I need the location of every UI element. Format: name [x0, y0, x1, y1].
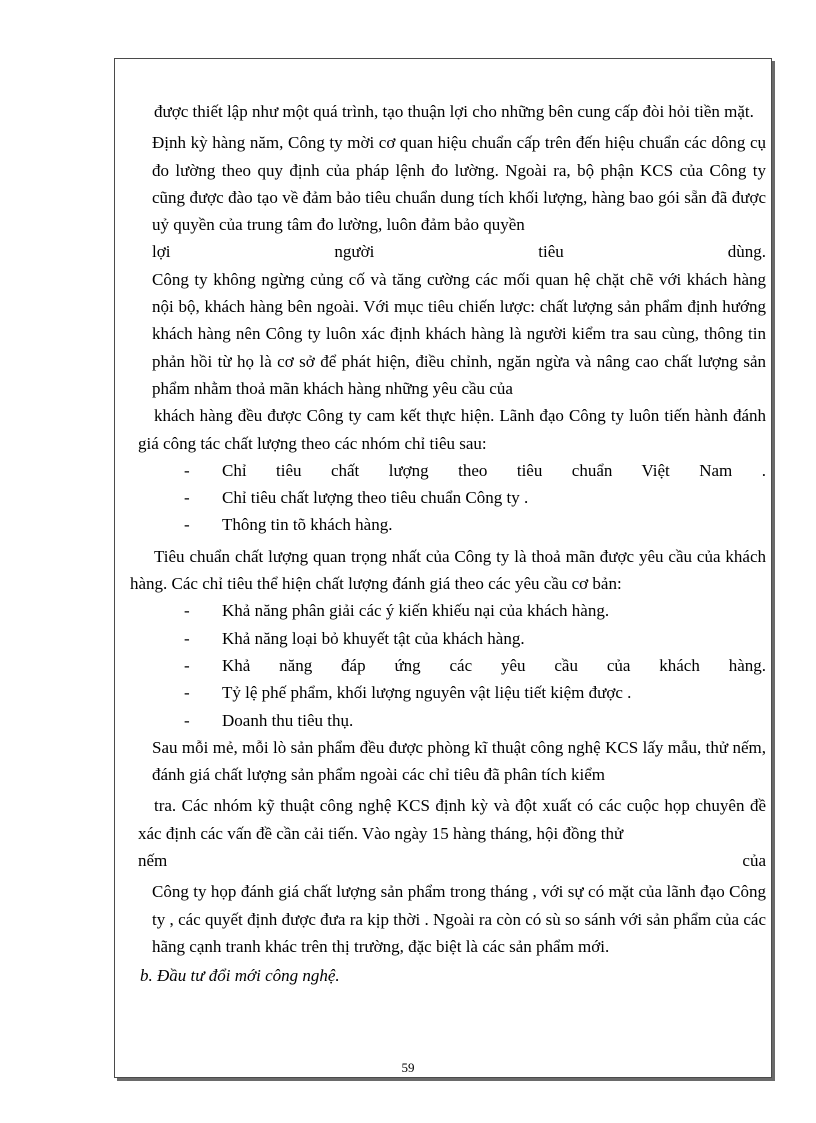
quality-criteria-list [154, 457, 766, 539]
document-body [130, 98, 766, 990]
list-item: - Khả năng đáp ứng các yêu cầu của khách hàng. [184, 655, 766, 675]
paragraph-4: Tiêu chuẩn chất lượng quan trọng nhất của Công ty là thoả mãn được yêu cầu của khách hàng. Các chỉ tiêu thể hiện chất lượng đánh giá theo các yêu cầu cơ bản: [130, 546, 766, 594]
basic-requirements-list [154, 597, 766, 733]
list-item: - Doanh thu tiêu thụ. [184, 710, 354, 730]
section-heading: b. Đầu tư đổi mới công nghệ. [140, 966, 340, 986]
list-item: - Thông tin tõ khách hàng. [184, 515, 393, 535]
paragraph-6: Công ty họp đánh giá chất lượng sản phẩm trong tháng , với sự có mặt của lãnh đạo Công ty , các quyết định được đưa ra kịp thời . Ngoài ra còn có sù so sánh với sản phẩm của các hãng cạnh tranh khác trên thị trường, đặc biệt là các sản phẩm mới. [152, 882, 766, 956]
paragraph-3: Công ty không ngừng củng cố và tăng cường các mối quan hệ chặt chẽ với khách hàng nội bộ, khách hàng bên ngoài. Với mục tiêu chiến lược: chất lượng sản phẩm định hướng khách hàng nên Công ty luôn xác định khách hàng là người kiểm tra sau cùng, thông tin phản hồi từ họ là cơ sở để phát hiện, điều chỉnh, ngăn ngừa và nâng cao chất lượng sản phẩm nhằm thoả mãn khách hàng những yêu cầu của [152, 269, 766, 398]
paragraph-5-last-line: nếm của [138, 851, 766, 871]
paragraph-5-continued: tra. Các nhóm kỹ thuật công nghệ KCS định kỳ và đột xuất có các cuộc họp chuyên đề xác định các vấn đề cần cải tiến. Vào ngày 15 hàng tháng, hội đồng thử [138, 796, 766, 843]
page-number: 59 [401, 1060, 415, 1075]
paragraph-1: được thiết lập như một quá trình, tạo thuận lợi cho những bên cung cấp đòi hỏi tiền mặt. [154, 102, 754, 121]
list-item: - Chỉ tiêu chất lượng theo tiêu chuẩn Công ty . [184, 488, 529, 508]
list-item: - Khả năng loại bỏ khuyết tật của khách hàng. [184, 628, 525, 648]
paragraph-3-continued: khách hàng đều được Công ty cam kết thực hiện. Lãnh đạo Công ty luôn tiến hành đánh giá công tác chất lượng theo các nhóm chỉ tiêu sau: [138, 406, 766, 453]
list-item: - Chỉ tiêu chất lượng theo tiêu chuẩn Việt Nam . [184, 460, 766, 480]
list-item: - Khả năng phân giải các ý kiến khiếu nại của khách hàng. [184, 601, 610, 621]
paragraph-5: Sau mỗi mẻ, mỗi lò sản phẩm đều được phòng kĩ thuật công nghệ KCS lấy mẫu, thử nếm, đánh giá chất lượng sản phẩm ngoài các chỉ tiêu đã phân tích kiểm [152, 737, 766, 785]
paragraph-2: Định kỳ hàng năm, Công ty mời cơ quan hiệu chuẩn cấp trên đến hiệu chuẩn các dông cụ đo lường theo quy định của pháp lệnh đo lường. Ngoài ra, bộ phận KCS của Công ty cũng được đào tạo về đảm bảo tiêu chuẩn dung tích khối lượng, hàng bao gói sẵn đã được uỷ quyền của trung tâm đo lường, luôn đảm bảo quyền [152, 133, 766, 235]
paragraph-2-last-line: lợi người tiêu dùng. [152, 242, 766, 262]
list-item: - Tỷ lệ phế phẩm, khối lượng nguyên vật liệu tiết kiệm được . [184, 683, 632, 703]
